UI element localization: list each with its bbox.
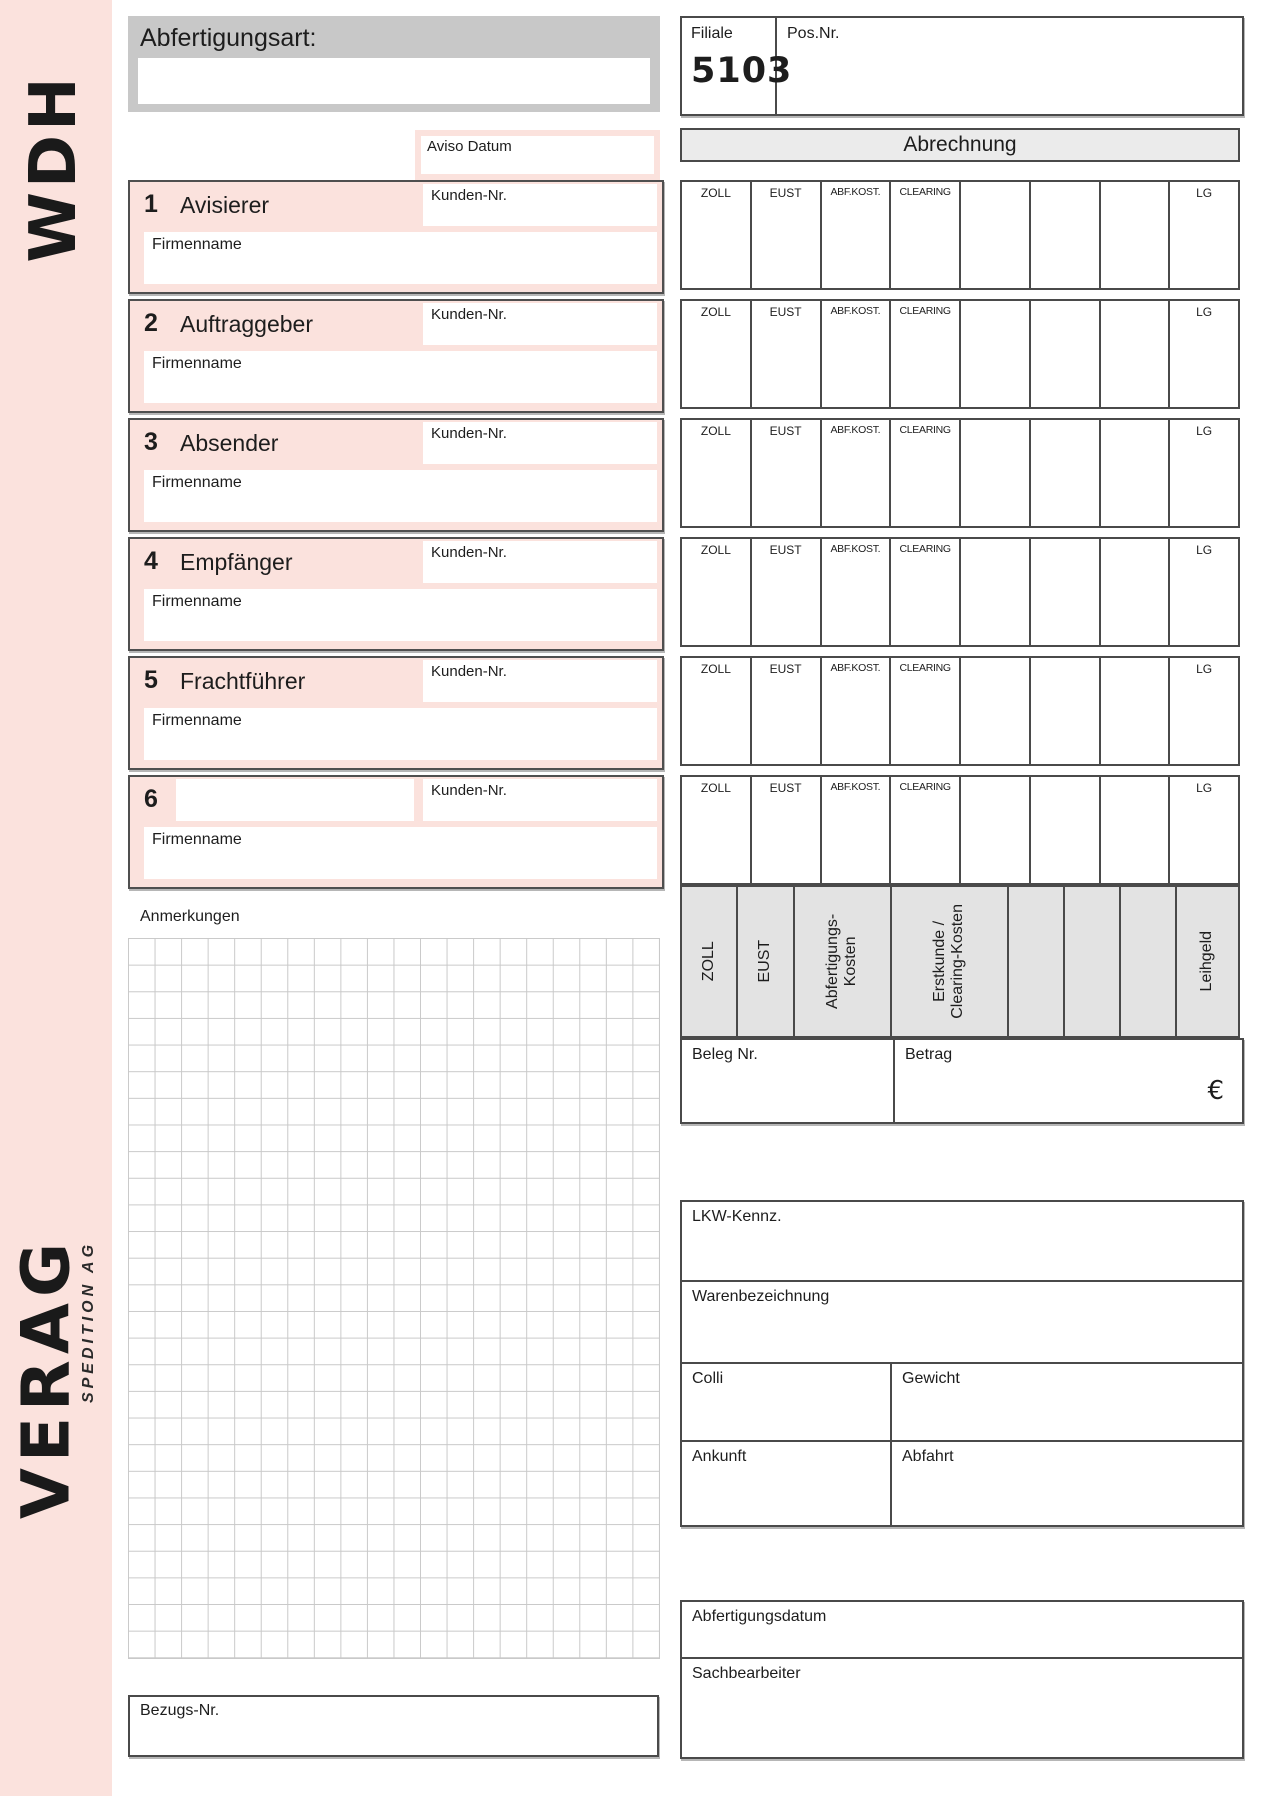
section-2-auftraggeber	[128, 299, 664, 413]
abrechnung-cell-abfkost[interactable]: ABF.KOST.	[822, 658, 892, 764]
section-3-absender	[128, 418, 664, 532]
posnr-label: Pos.Nr.	[787, 25, 840, 42]
abrechnung-cell-blank[interactable]	[961, 301, 1031, 407]
euro-symbol: €	[1207, 1076, 1224, 1106]
betrag-field[interactable]	[895, 1040, 1242, 1122]
beleg-nr-label: Beleg Nr.	[692, 1046, 758, 1063]
abrechnung-cell-blank[interactable]	[1101, 777, 1171, 883]
abrechnung-cell-blank[interactable]	[961, 539, 1031, 645]
abrechnung-cell-clearing[interactable]: CLEARING	[891, 539, 961, 645]
footer-cell-abfertigungskosten	[795, 887, 892, 1036]
bezugs-nr-label: Bezugs-Nr.	[140, 1702, 220, 1719]
ankunft-label: Ankunft	[692, 1448, 747, 1465]
transport-box	[680, 1200, 1244, 1527]
section-number: 2	[144, 309, 158, 337]
abfertigungsdatum-label: Abfertigungsdatum	[692, 1608, 827, 1625]
abrechnung-cell-eust[interactable]: EUST	[752, 420, 822, 526]
section-title: Empfänger	[180, 549, 293, 575]
aviso-datum-label: Aviso Datum	[427, 138, 512, 155]
abrechnung-cell-lg[interactable]: LG	[1196, 424, 1213, 438]
abrechnung-cell-blank[interactable]	[1031, 182, 1101, 288]
section-6-blank	[128, 775, 664, 889]
footer-cell-clearingkosten	[892, 887, 1009, 1036]
beleg-nr-field[interactable]	[682, 1040, 895, 1122]
firmenname-field[interactable]	[144, 708, 657, 760]
aviso-datum-field[interactable]	[421, 136, 654, 174]
abrechnung-cell-clearing[interactable]: CLEARING	[891, 658, 961, 764]
sidebar-brand-column	[0, 0, 112, 1796]
betrag-label: Betrag	[905, 1046, 953, 1063]
posnr-field[interactable]	[777, 18, 1242, 114]
abrechnung-row-5	[680, 656, 1240, 766]
anmerkungen-label: Anmerkungen	[140, 908, 240, 925]
kunden-nr-label: Kunden-Nr.	[431, 663, 507, 680]
section-title: Auftraggeber	[180, 311, 313, 337]
firmenname-label: Firmenname	[152, 593, 242, 610]
section-title: Absender	[180, 430, 279, 456]
abrechnung-cell-zoll[interactable]: ZOLL	[682, 539, 752, 645]
abrechnung-cell-blank[interactable]	[1031, 658, 1101, 764]
firmenname-label: Firmenname	[152, 831, 242, 848]
firmenname-field[interactable]	[144, 470, 657, 522]
colli-gewicht-row	[682, 1362, 1242, 1440]
abrechnung-cell-zoll[interactable]: ZOLL	[682, 182, 752, 288]
company-logo-text: VERAG	[7, 1236, 85, 1520]
filiale-cell	[682, 18, 793, 114]
sachbearbeiter-label: Sachbearbeiter	[692, 1665, 801, 1682]
abrechnung-cell-zoll[interactable]: ZOLL	[682, 420, 752, 526]
rot-label: ZOLL	[699, 941, 717, 982]
gewicht-field[interactable]	[892, 1364, 1242, 1440]
kunden-nr-field[interactable]	[423, 660, 657, 702]
section-number: 4	[144, 547, 158, 575]
abrechnung-cell-abfkost[interactable]: ABF.KOST.	[822, 777, 892, 883]
kunden-nr-field[interactable]	[423, 303, 657, 345]
abrechnung-cell-blank[interactable]	[1031, 539, 1101, 645]
colli-field[interactable]	[682, 1364, 892, 1440]
abrechnung-title: Abrechnung	[903, 133, 1017, 156]
kunden-nr-label: Kunden-Nr.	[431, 187, 507, 204]
footer-cell-eust	[738, 887, 794, 1036]
abrechnung-cell-blank[interactable]	[961, 182, 1031, 288]
abrechnung-row-1	[680, 180, 1240, 290]
abrechnung-cell-eust[interactable]: EUST	[752, 658, 822, 764]
abrechnung-cell-blank[interactable]	[1101, 658, 1171, 764]
abrechnung-cell-clearing[interactable]: CLEARING	[891, 301, 961, 407]
section-title: Frachtführer	[180, 668, 306, 694]
abrechnung-cell-clearing[interactable]: CLEARING	[891, 777, 961, 883]
abfahrt-label: Abfahrt	[902, 1448, 954, 1465]
beleg-betrag-box	[680, 1038, 1244, 1124]
footer-cell-blank	[1121, 887, 1177, 1036]
lkw-kennz-field[interactable]	[682, 1202, 1242, 1280]
abrechnung-header	[680, 128, 1240, 162]
bezugs-nr-field[interactable]	[128, 1695, 659, 1757]
sachbearbeiter-field[interactable]	[682, 1657, 1242, 1757]
abrechnung-row-2	[680, 299, 1240, 409]
ankunft-abfahrt-row	[682, 1440, 1242, 1525]
firmenname-label: Firmenname	[152, 236, 242, 253]
firmenname-label: Firmenname	[152, 474, 242, 491]
kunden-nr-label: Kunden-Nr.	[431, 306, 507, 323]
kunden-nr-label: Kunden-Nr.	[431, 782, 507, 799]
abrechnung-cell-eust[interactable]: EUST	[752, 182, 822, 288]
warenbezeichnung-field[interactable]	[682, 1280, 1242, 1362]
section-5-frachtfuehrer	[128, 656, 664, 770]
anmerkungen-grid[interactable]	[128, 938, 660, 1659]
footer-cell-blank	[1065, 887, 1121, 1036]
abrechnung-cell-blank[interactable]	[1101, 301, 1171, 407]
abrechnung-cell-abfkost[interactable]: ABF.KOST.	[822, 420, 892, 526]
rot-label-line1: Abfertigungs-	[823, 913, 841, 1010]
abrechnung-cell-lg[interactable]: LG	[1196, 662, 1213, 676]
abrechnung-cell-blank[interactable]	[1031, 777, 1101, 883]
firmenname-label: Firmenname	[152, 355, 242, 372]
abrechnung-cell-abfkost[interactable]: ABF.KOST.	[822, 539, 892, 645]
abrechnung-cell-clearing[interactable]: CLEARING	[891, 420, 961, 526]
abrechnung-cell-blank[interactable]	[961, 420, 1031, 526]
abfertigungsdatum-field[interactable]	[682, 1602, 1242, 1657]
abrechnung-cell-eust[interactable]: EUST	[752, 301, 822, 407]
processing-box	[680, 1600, 1244, 1759]
kunden-nr-field[interactable]	[423, 541, 657, 583]
rot-label-line2: Kosten	[842, 936, 860, 987]
colli-label: Colli	[692, 1370, 724, 1387]
abrechnung-cell-clearing[interactable]: CLEARING	[891, 182, 961, 288]
abfertigungsart-field[interactable]	[138, 58, 650, 104]
footer-cell-zoll	[682, 887, 738, 1036]
kunden-nr-field[interactable]	[423, 779, 657, 821]
section-title: Avisierer	[180, 192, 270, 218]
abrechnung-footer-row	[680, 885, 1240, 1038]
filiale-number: 5103	[691, 51, 793, 92]
abrechnung-cell-blank[interactable]	[961, 658, 1031, 764]
abrechnung-cell-blank[interactable]	[1031, 301, 1101, 407]
abrechnung-row-3	[680, 418, 1240, 528]
abrechnung-cell-zoll[interactable]: ZOLL	[682, 658, 752, 764]
section-number: 1	[144, 190, 158, 218]
kunden-nr-field[interactable]	[423, 184, 657, 226]
kunden-nr-label: Kunden-Nr.	[431, 425, 507, 442]
abrechnung-cell-abfkost[interactable]: ABF.KOST.	[822, 301, 892, 407]
form-code-vertical: WDH	[17, 73, 91, 263]
firmenname-field[interactable]	[144, 589, 657, 641]
warenbezeichnung-label: Warenbezeichnung	[692, 1288, 830, 1305]
section-number: 6	[144, 785, 158, 813]
section-number: 5	[144, 666, 158, 694]
abrechnung-cell-zoll[interactable]: ZOLL	[682, 301, 752, 407]
section-title-blank-field[interactable]	[176, 779, 414, 821]
abfahrt-field[interactable]	[892, 1442, 1242, 1525]
aviso-datum-wrapper	[415, 130, 660, 180]
footer-cell-blank	[1009, 887, 1065, 1036]
abrechnung-cell-eust[interactable]: EUST	[752, 777, 822, 883]
company-subtitle-text: SPEDITION AG	[80, 1240, 97, 1404]
section-1-avisierer	[128, 180, 664, 294]
abrechnung-cell-blank[interactable]	[961, 777, 1031, 883]
kunden-nr-label: Kunden-Nr.	[431, 544, 507, 561]
firmenname-field[interactable]	[144, 351, 657, 403]
lkw-kennz-label: LKW-Kennz.	[692, 1208, 782, 1225]
section-4-empfaenger	[128, 537, 664, 651]
rot-label: Leihgeld	[1198, 931, 1216, 992]
filiale-posnr-box	[680, 16, 1244, 116]
rot-label: EUST	[756, 940, 774, 983]
abrechnung-cell-lg[interactable]: LG	[1196, 186, 1213, 200]
abrechnung-cell-zoll[interactable]: ZOLL	[682, 777, 752, 883]
abrechnung-cell-eust[interactable]: EUST	[752, 539, 822, 645]
rot-label-line2: Clearing-Kosten	[949, 904, 967, 1019]
kunden-nr-field[interactable]	[423, 422, 657, 464]
firmenname-field[interactable]	[144, 827, 657, 879]
abrechnung-cell-lg[interactable]: LG	[1196, 305, 1213, 319]
abrechnung-cell-blank[interactable]	[1031, 420, 1101, 526]
abrechnung-cell-lg[interactable]: LG	[1196, 781, 1213, 795]
abrechnung-cell-blank[interactable]	[1101, 420, 1171, 526]
abrechnung-cell-blank[interactable]	[1101, 182, 1171, 288]
abrechnung-cell-blank[interactable]	[1101, 539, 1171, 645]
rot-label-line1: Erstkunde /	[930, 921, 948, 1002]
section-number: 3	[144, 428, 158, 456]
gewicht-label: Gewicht	[902, 1370, 960, 1387]
abfertigungsart-panel	[128, 16, 660, 112]
firmenname-field[interactable]	[144, 232, 657, 284]
abrechnung-row-6	[680, 775, 1240, 885]
abrechnung-cell-abfkost[interactable]: ABF.KOST.	[822, 182, 892, 288]
abfertigungsart-label: Abfertigungsart:	[140, 24, 317, 52]
footer-cell-leihgeld	[1177, 887, 1238, 1036]
ankunft-field[interactable]	[682, 1442, 892, 1525]
abrechnung-row-4	[680, 537, 1240, 647]
firmenname-label: Firmenname	[152, 712, 242, 729]
filiale-label: Filiale	[691, 25, 733, 42]
abrechnung-cell-lg[interactable]: LG	[1196, 543, 1213, 557]
